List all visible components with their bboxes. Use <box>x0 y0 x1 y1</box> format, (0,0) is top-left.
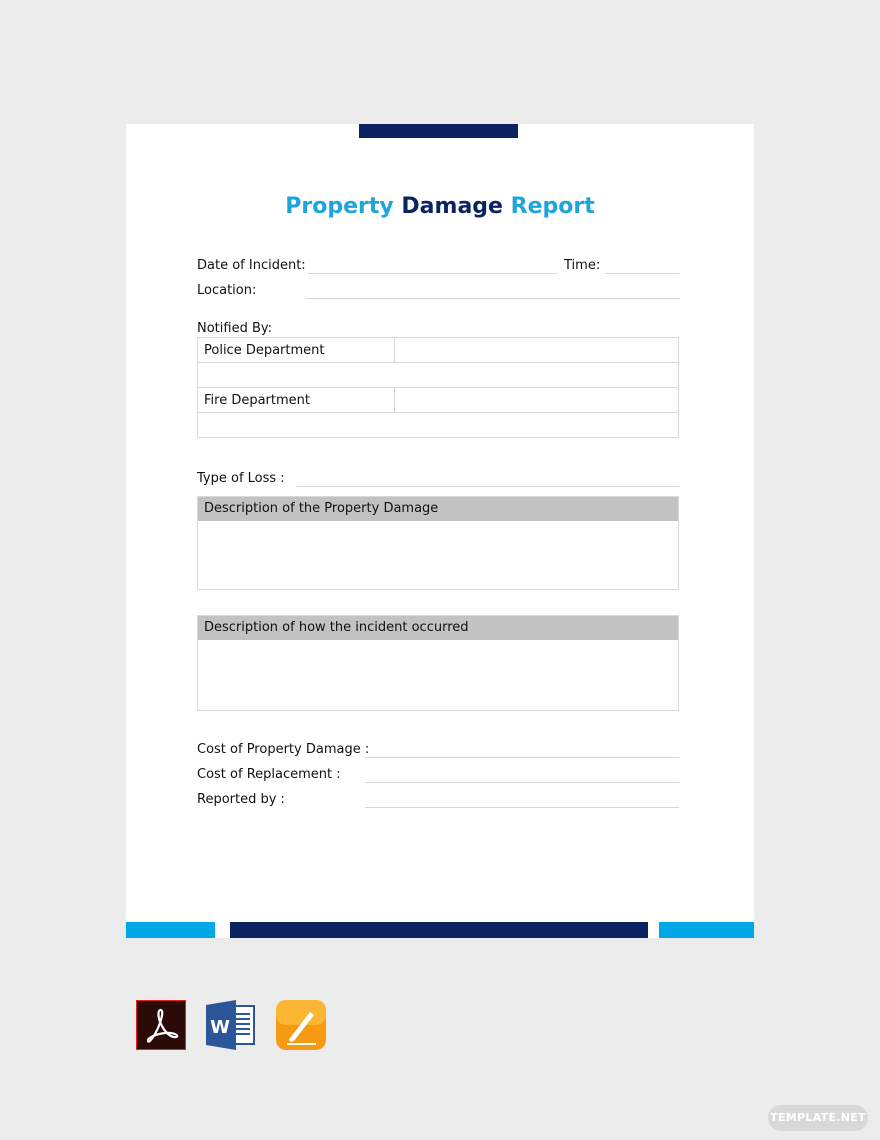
notified-table <box>197 337 679 438</box>
type-of-loss-label: Type of Loss : <box>197 471 285 486</box>
time-field[interactable] <box>605 273 679 274</box>
pages-icon[interactable] <box>276 1000 326 1050</box>
title-word-property: Property <box>285 194 394 219</box>
cost-replacement-field[interactable] <box>365 782 679 783</box>
template-net-watermark: TEMPLATE.NET <box>768 1105 868 1131</box>
document-title <box>126 194 754 219</box>
bottom-accent-right <box>659 922 754 938</box>
title-word-report: Report <box>510 194 595 219</box>
notified-label: Notified By: <box>197 321 273 336</box>
word-icon[interactable] <box>206 1000 256 1050</box>
bottom-accent-center <box>230 922 648 938</box>
notified-blank-row[interactable] <box>198 413 679 438</box>
cost-damage-label: Cost of Property Damage : <box>197 742 370 757</box>
table-row <box>198 413 679 438</box>
document-page <box>126 124 754 938</box>
notified-blank-row[interactable] <box>198 363 679 388</box>
type-of-loss-field[interactable] <box>297 486 679 487</box>
notified-value-cell[interactable] <box>395 388 679 413</box>
damage-description-box[interactable] <box>197 496 679 590</box>
cost-damage-field[interactable] <box>365 757 679 758</box>
notified-value-cell[interactable] <box>395 338 679 363</box>
incident-description-box[interactable] <box>197 615 679 711</box>
reported-by-label: Reported by : <box>197 792 285 807</box>
location-label: Location: <box>197 283 257 298</box>
svg-text:W: W <box>210 1017 230 1038</box>
table-row <box>198 388 679 413</box>
top-accent-bar <box>359 124 518 138</box>
table-row <box>198 338 679 363</box>
pdf-icon[interactable] <box>136 1000 186 1050</box>
bottom-accent-left <box>126 922 215 938</box>
cost-replacement-label: Cost of Replacement : <box>197 767 341 782</box>
notified-cell: Police Department <box>198 338 395 363</box>
location-field[interactable] <box>306 298 680 299</box>
notified-cell: Fire Department <box>198 388 395 413</box>
date-label: Date of Incident: <box>197 258 306 273</box>
date-field[interactable] <box>308 273 557 274</box>
reported-by-field[interactable] <box>365 807 679 808</box>
table-row <box>198 363 679 388</box>
title-word-damage: Damage <box>401 194 503 219</box>
time-label: Time: <box>564 258 601 273</box>
incident-description-header: Description of how the incident occurred <box>198 616 678 640</box>
damage-description-header: Description of the Property Damage <box>198 497 678 521</box>
